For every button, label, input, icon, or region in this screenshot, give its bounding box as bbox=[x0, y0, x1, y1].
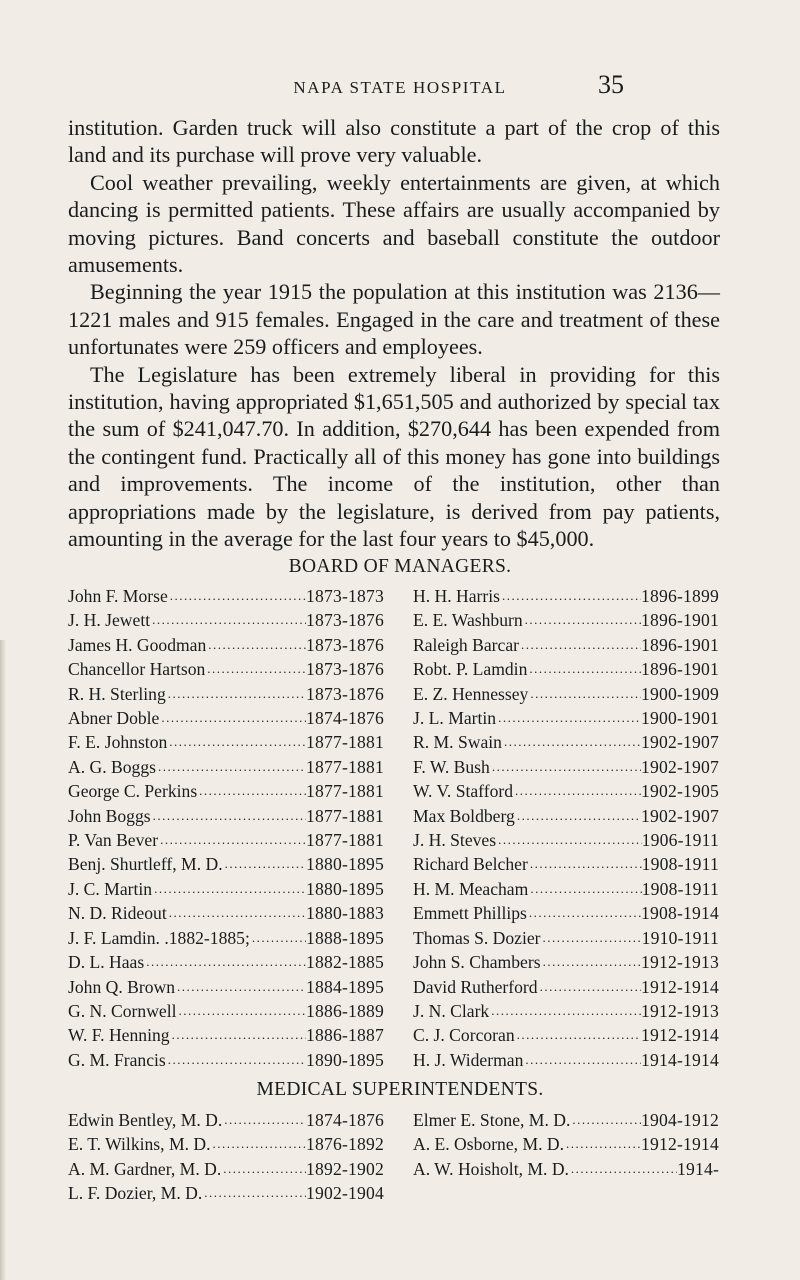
list-item bbox=[413, 1108, 719, 1132]
dot-leader bbox=[156, 755, 306, 779]
entry-years: 1873-1876 bbox=[305, 683, 384, 704]
entry-years: 1902-1905 bbox=[640, 781, 719, 802]
list-item bbox=[413, 877, 719, 901]
list-item bbox=[413, 828, 719, 852]
entry-name: H. M. Meacham bbox=[413, 878, 529, 899]
paragraph-3: Beginning the year 1915 the population at this institution was 2136—1221 males and 915 females. Engaged in the care and treatment of these unfortunates were 259 officers and employees. bbox=[68, 279, 720, 360]
entry-years: 1908-1914 bbox=[640, 903, 719, 924]
dot-leader bbox=[151, 804, 306, 828]
entry-years: 1877-1881 bbox=[305, 732, 384, 753]
entry-name: H. H. Harris bbox=[413, 586, 500, 606]
entry-years: 1896-1901 bbox=[640, 659, 719, 680]
dot-leader bbox=[500, 584, 641, 608]
dot-leader bbox=[519, 633, 641, 657]
entry-years: 1884-1895 bbox=[305, 976, 384, 997]
list-item bbox=[68, 706, 384, 730]
dot-leader bbox=[527, 901, 641, 925]
entry-name: J. H. Steves bbox=[413, 830, 497, 851]
entry-years: 1890-1895 bbox=[305, 1049, 384, 1070]
entry-years: 1874-1876 bbox=[305, 708, 384, 729]
entry-name: C. J. Corcoran bbox=[413, 1025, 515, 1046]
dot-leader bbox=[223, 852, 306, 876]
entry-years: 1902-1904 bbox=[305, 1183, 384, 1204]
entry-years: 1873-1876 bbox=[305, 610, 384, 631]
dot-leader bbox=[206, 633, 306, 657]
list-item bbox=[68, 584, 384, 608]
entry-name: R. H. Sterling bbox=[68, 683, 166, 704]
entry-name: Abner Doble bbox=[68, 708, 160, 729]
list-item bbox=[68, 950, 384, 974]
entry-name: A. M. Gardner, M. D. bbox=[68, 1158, 222, 1179]
entry-years: 1877-1881 bbox=[305, 756, 384, 777]
entry-years: 1892-1902 bbox=[305, 1158, 384, 1179]
dot-leader bbox=[166, 1048, 306, 1072]
medical-superintendents-heading: MEDICAL SUPERINTENDENTS. bbox=[256, 1079, 544, 1100]
list-item bbox=[413, 950, 719, 974]
list-item bbox=[413, 584, 719, 608]
dot-leader bbox=[541, 950, 641, 974]
entry-name: W. F. Henning bbox=[68, 1025, 170, 1046]
page-edge-shadow bbox=[0, 640, 6, 1280]
dot-leader bbox=[168, 584, 306, 608]
entry-name: J. C. Martin bbox=[68, 878, 153, 899]
entry-years: 1912-1913 bbox=[640, 952, 719, 973]
entry-name: R. M. Swain bbox=[413, 732, 502, 753]
entry-name: Thomas S. Dozier bbox=[413, 927, 541, 948]
dot-leader bbox=[564, 1132, 641, 1156]
dot-leader bbox=[176, 999, 305, 1023]
list-item bbox=[68, 1023, 384, 1047]
entry-name: J. F. Lamdin. .1882-1885; bbox=[68, 927, 250, 948]
list-item bbox=[413, 926, 719, 950]
entry-years: 1882-1885 bbox=[305, 952, 384, 973]
list-item bbox=[413, 852, 719, 876]
entry-name: A. E. Osborne, M. D. bbox=[413, 1134, 564, 1155]
dot-leader bbox=[528, 682, 641, 706]
entry-years: 1912-1914 bbox=[640, 976, 719, 997]
dot-leader bbox=[158, 828, 306, 852]
superintendents-left-column bbox=[68, 1108, 384, 1206]
entry-years: 1880-1895 bbox=[305, 878, 384, 899]
dot-leader bbox=[496, 706, 641, 730]
dot-leader bbox=[166, 682, 306, 706]
dot-leader bbox=[167, 901, 306, 925]
list-item bbox=[68, 1108, 384, 1132]
list-item bbox=[413, 608, 719, 632]
entry-years: 1902-1907 bbox=[640, 756, 719, 777]
dot-leader bbox=[502, 730, 641, 754]
entry-name: E. Z. Hennessey bbox=[413, 683, 529, 704]
dot-leader bbox=[569, 1157, 677, 1181]
dot-leader bbox=[496, 828, 642, 852]
dot-leader bbox=[144, 950, 306, 974]
entry-years: 1900-1909 bbox=[640, 683, 719, 704]
dot-leader bbox=[150, 608, 306, 632]
list-item bbox=[68, 633, 384, 657]
body-text bbox=[68, 114, 720, 553]
entry-name: N. D. Rideout bbox=[68, 903, 167, 924]
dot-leader bbox=[513, 779, 641, 803]
entry-years: 1880-1895 bbox=[305, 854, 384, 875]
list-item bbox=[413, 999, 719, 1023]
entry-name: G. M. Francis bbox=[68, 1049, 166, 1070]
dot-leader bbox=[490, 755, 641, 779]
entry-years: 1914-1914 bbox=[640, 1049, 719, 1070]
entry-years: 1908-1911 bbox=[641, 854, 719, 875]
list-item bbox=[68, 779, 384, 803]
entry-name: F. E. Johnston bbox=[68, 732, 168, 753]
entry-name: George C. Perkins bbox=[68, 781, 198, 802]
entry-name: J. L. Martin bbox=[413, 708, 497, 729]
list-item bbox=[68, 755, 384, 779]
entry-name: F. W. Bush bbox=[413, 756, 490, 777]
list-item bbox=[413, 1048, 719, 1072]
entry-name: Raleigh Barcar bbox=[413, 634, 520, 655]
entry-years: 1912-1913 bbox=[640, 1000, 719, 1021]
entry-name: E. E. Washburn bbox=[413, 610, 523, 631]
entry-years: 1877-1881 bbox=[305, 805, 384, 826]
board-right-column bbox=[413, 584, 719, 1072]
entry-name: John F. Morse bbox=[68, 586, 168, 606]
entry-name: John Boggs bbox=[68, 805, 151, 826]
entry-years: 1877-1881 bbox=[305, 830, 384, 851]
board-of-managers-heading: BOARD OF MANAGERS. bbox=[288, 556, 512, 577]
dot-leader bbox=[528, 852, 642, 876]
list-item bbox=[413, 975, 719, 999]
list-item bbox=[68, 1157, 384, 1181]
entry-years: 1873-1873 bbox=[305, 586, 384, 606]
entry-name: J. H. Jewett bbox=[68, 610, 151, 631]
paragraph-4: The Legislature has been extremely liberal in providing for this institution, having appropriated $1,651,505 and authorized by special tax the sum of $241,047.70. In addition, $270,644 has been expended from the contingent fund. Practically all of this money has gone into buildings and improvements. The income of the institution, other than appropriations made by the legislature, is derived from pay patients, amounting in the average for the last four years to $45,000. bbox=[68, 361, 720, 552]
dot-leader bbox=[489, 999, 641, 1023]
superintendents-right-column bbox=[413, 1108, 719, 1181]
running-title: NAPA STATE HOSPITAL bbox=[293, 78, 507, 97]
entry-name: A. G. Boggs bbox=[68, 756, 156, 777]
entry-name: Chancellor Hartson bbox=[68, 659, 206, 680]
dot-leader bbox=[205, 657, 306, 681]
list-item bbox=[68, 1132, 384, 1156]
list-item bbox=[413, 706, 719, 730]
entry-years: 1873-1876 bbox=[305, 634, 384, 655]
entry-years: 1912-1914 bbox=[640, 1134, 719, 1155]
dot-leader bbox=[541, 926, 642, 950]
paragraph-2: Cool weather prevailing, weekly entertainments are given, at which dancing is permitted patients. These affairs are usually accompanied by moving pictures. Band concerts and baseball constitute the outdoor amusements. bbox=[68, 169, 720, 278]
dot-leader bbox=[527, 657, 641, 681]
list-item bbox=[68, 877, 384, 901]
dot-leader bbox=[523, 608, 641, 632]
dot-leader bbox=[515, 1023, 641, 1047]
entry-years: 1896-1901 bbox=[640, 610, 719, 631]
dot-leader bbox=[528, 877, 641, 901]
entry-name: John S. Chambers bbox=[413, 952, 541, 973]
entry-name: Elmer E. Stone, M. D. bbox=[413, 1110, 571, 1130]
entry-years: 1904-1912 bbox=[640, 1110, 719, 1130]
dot-leader bbox=[523, 1048, 641, 1072]
entry-years: 1874-1876 bbox=[305, 1110, 384, 1130]
list-item bbox=[413, 682, 719, 706]
entry-years: 1900-1901 bbox=[640, 708, 719, 729]
entry-years: 1908-1911 bbox=[641, 878, 719, 899]
list-item bbox=[413, 804, 719, 828]
list-item bbox=[68, 1181, 384, 1205]
entry-name: James H. Goodman bbox=[68, 634, 207, 655]
dot-leader bbox=[152, 877, 306, 901]
list-item bbox=[413, 730, 719, 754]
running-header bbox=[0, 64, 800, 104]
list-item bbox=[68, 682, 384, 706]
board-left-column bbox=[68, 584, 384, 1072]
list-item bbox=[68, 828, 384, 852]
dot-leader bbox=[202, 1181, 306, 1205]
list-item bbox=[68, 608, 384, 632]
list-item bbox=[413, 779, 719, 803]
entry-name: W. V. Stafford bbox=[413, 781, 514, 802]
dot-leader bbox=[538, 975, 641, 999]
entry-name: H. J. Widerman bbox=[413, 1049, 524, 1070]
entry-years: 1877-1881 bbox=[305, 781, 384, 802]
list-item bbox=[413, 1157, 719, 1181]
entry-name: D. L. Haas bbox=[68, 952, 145, 973]
page-number: 35 bbox=[598, 70, 624, 99]
dot-leader bbox=[211, 1132, 306, 1156]
dot-leader bbox=[222, 1108, 306, 1132]
dot-leader bbox=[167, 730, 306, 754]
entry-name: G. N. Cornwell bbox=[68, 1000, 177, 1021]
entry-name: L. F. Dozier, M. D. bbox=[68, 1183, 203, 1204]
list-item bbox=[68, 926, 384, 950]
entry-years: 1873-1876 bbox=[305, 659, 384, 680]
entry-name: Richard Belcher bbox=[413, 854, 528, 875]
dot-leader bbox=[197, 779, 306, 803]
entry-years: 1886-1887 bbox=[305, 1025, 384, 1046]
list-item bbox=[413, 1023, 719, 1047]
dot-leader bbox=[170, 1023, 306, 1047]
entry-years: 1880-1883 bbox=[305, 903, 384, 924]
dot-leader bbox=[175, 975, 306, 999]
paragraph-1: institution. Garden truck will also constitute a part of the crop of this land and its purchase will prove very valuable. bbox=[68, 115, 720, 168]
list-item bbox=[413, 633, 719, 657]
list-item bbox=[413, 657, 719, 681]
entry-name: P. Van Bever bbox=[68, 830, 159, 851]
entry-years: 1902-1907 bbox=[640, 805, 719, 826]
entry-years: 1888-1895 bbox=[305, 927, 384, 948]
list-item bbox=[413, 901, 719, 925]
entry-years: 1876-1892 bbox=[305, 1134, 384, 1155]
entry-name: Emmett Phillips bbox=[413, 903, 527, 924]
list-item bbox=[413, 755, 719, 779]
entry-name: J. N. Clark bbox=[413, 1000, 490, 1021]
list-item bbox=[68, 975, 384, 999]
entry-years: 1906-1911 bbox=[641, 830, 719, 851]
entry-years: 1896-1901 bbox=[640, 634, 719, 655]
entry-years: 1912-1914 bbox=[640, 1025, 719, 1046]
entry-name: Edwin Bentley, M. D. bbox=[68, 1110, 223, 1130]
entry-name: Benj. Shurtleff, M. D. bbox=[68, 854, 223, 875]
entry-years: 1910-1911 bbox=[641, 927, 719, 948]
entry-name: Robt. P. Lamdin bbox=[413, 659, 528, 680]
dot-leader bbox=[159, 706, 306, 730]
list-item bbox=[68, 730, 384, 754]
entry-name: Max Boldberg bbox=[413, 805, 515, 826]
dot-leader bbox=[250, 926, 306, 950]
list-item bbox=[68, 999, 384, 1023]
entry-name: A. W. Hoisholt, M. D. bbox=[413, 1158, 569, 1179]
entry-years: 1886-1889 bbox=[305, 1000, 384, 1021]
entry-name: David Rutherford bbox=[413, 976, 538, 997]
dot-leader bbox=[515, 804, 641, 828]
list-item bbox=[68, 852, 384, 876]
entry-name: John Q. Brown bbox=[68, 976, 176, 997]
list-item bbox=[68, 657, 384, 681]
list-item bbox=[413, 1132, 719, 1156]
entry-years: 1896-1899 bbox=[640, 586, 719, 606]
list-item bbox=[68, 901, 384, 925]
entry-years: 1902-1907 bbox=[640, 732, 719, 753]
entry-name: E. T. Wilkins, M. D. bbox=[68, 1134, 211, 1155]
list-item bbox=[68, 1048, 384, 1072]
list-item bbox=[68, 804, 384, 828]
dot-leader bbox=[570, 1108, 641, 1132]
dot-leader bbox=[221, 1157, 306, 1181]
entry-years: 1914- bbox=[676, 1158, 719, 1179]
